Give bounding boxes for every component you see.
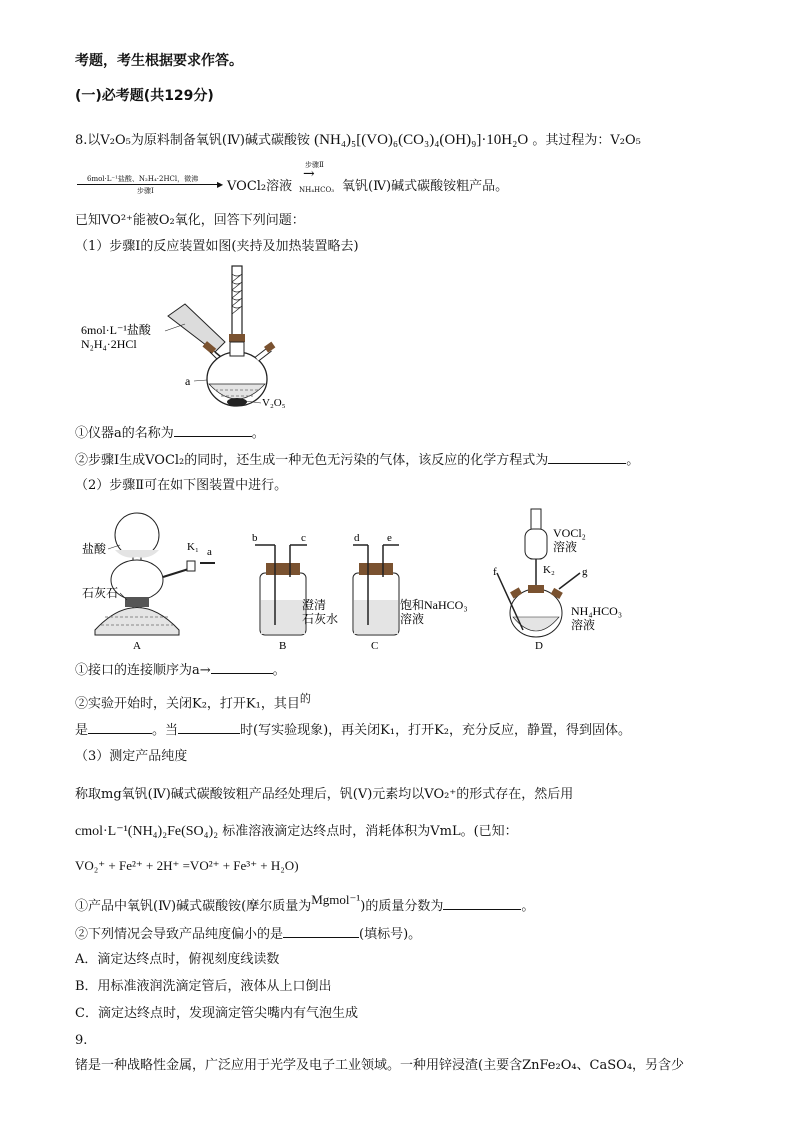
fig1-acid-label: 6mol·L⁻¹盐酸 <box>81 323 151 337</box>
option-B[interactable]: B．用标准液润洗滴定管后，液体从上口倒出 <box>75 979 332 994</box>
part2-q2-text-b: 是 <box>75 723 89 738</box>
fig2-hcl-label: 盐酸 <box>82 542 107 556</box>
step1-label: 步骤Ⅰ <box>137 187 154 195</box>
part2-q2-text-a: ②实验开始时，关闭K₂，打开K₁，其目 <box>75 696 300 712</box>
fig2-a-label: a <box>207 546 212 558</box>
part3-q1-molar: Mgmol⁻¹ <box>311 892 361 907</box>
q8-number: 8. <box>75 133 88 148</box>
part3-q1: ①产品中氧钒(Ⅳ)碱式碳酸铵(摩尔质量为Mgmol⁻¹)的质量分数为 。 <box>75 892 535 914</box>
q8-stem-a: 以V₂O₅为原料制备氧钒(Ⅳ)碱式碳酸铵 <box>87 133 311 148</box>
q8-formula: (NH₄)₅[(VO)₆(CO₃)₄(OH)₉]·10H₂O <box>314 132 529 148</box>
part2-q2-line1 <box>75 690 311 713</box>
answer-blank-7[interactable] <box>283 924 359 938</box>
fig1-v2o5-label: V₂O₅ <box>262 397 286 409</box>
fig2-c-label: c <box>301 532 306 544</box>
part2-q1: ①接口的连接顺序为a→ 。 <box>75 660 286 680</box>
product-text: 氧钒(Ⅳ)碱式碳酸铵粗产品。 <box>342 179 509 194</box>
part3-q1-text-a: ①产品中氧钒(Ⅳ)碱式碳酸铵(摩尔质量为 <box>75 899 312 914</box>
known-text: 已知VO²⁺能被O₂氧化，回答下列问题： <box>75 213 305 228</box>
fig2-D-label: D <box>535 640 543 652</box>
part3-equation: VO₂⁺ + Fe²⁺ + 2H⁺ =VO²⁺ + Fe³⁺ + H₂O) <box>75 858 299 873</box>
part2-q2-line2 <box>75 720 631 740</box>
part2-q2-sup: 的 <box>299 692 311 705</box>
fig2-A-label: A <box>133 640 141 652</box>
fig2-k2-label: K₂ <box>543 564 555 576</box>
fig2-e-label: e <box>387 532 392 544</box>
fig1-reagent-label: N₂H₄·2HCl <box>81 337 137 351</box>
answer-blank-3[interactable] <box>211 660 273 674</box>
fig2-C-label: C <box>371 640 379 652</box>
fig2-limestone-label: 石灰石 <box>82 586 119 600</box>
part1-q2: ②步骤Ⅰ生成VOCl₂的同时，还生成一种无色无污染的气体，该反应的化学方程式为 。 <box>75 450 639 470</box>
intermediate: VOCl₂溶液 <box>227 179 293 194</box>
fig2-vocl2-label: VOCl₂ 溶液 <box>553 526 586 554</box>
part1-q1: ①仪器a的名称为 。 <box>75 423 265 443</box>
fig2-d-label: d <box>354 532 360 544</box>
section-title: (一)必考题(共129分) <box>75 88 214 104</box>
part1-q2-text: ②步骤Ⅰ生成VOCl₂的同时，还生成一种无色无污染的气体，该反应的化学方程式为 <box>75 453 549 468</box>
apparatus-B <box>252 532 338 652</box>
part3-q1-text-b: )的质量分数为 <box>360 899 444 914</box>
apparatus-C <box>353 532 468 652</box>
fig2-g-label: g <box>582 566 588 578</box>
part2-q2-text-c: 。当 <box>152 723 179 738</box>
q8-stem-b: 。其过程为：V₂O₅ <box>532 133 641 148</box>
step2-reagent: NH₄HCO₃ <box>299 186 335 194</box>
part3-text2-body: 标准溶液滴定达终点时，消耗体积为VmL。(已知： <box>222 824 518 839</box>
step1-reagents: 6mol·L⁻¹盐酸、N₂H₄·2HCl，微沸 <box>87 175 199 183</box>
answer-blank-4[interactable] <box>88 720 152 734</box>
option-C[interactable]: C．滴定达终点时，发现滴定管尖嘴内有气泡生成 <box>75 1006 358 1021</box>
intro-text: 考题，考生根据要求作答。 <box>75 53 243 69</box>
part3-q2-tail: (填标号)。 <box>359 927 422 942</box>
part1-title: （1）步骤Ⅰ的反应装置如图(夹持及加热装置略去) <box>75 239 359 254</box>
fig2-nh4hco3-label: NH₄HCO₃ 溶液 <box>571 604 623 632</box>
step2-label: 步骤Ⅱ <box>305 161 324 169</box>
q8-stem <box>75 131 641 150</box>
part3-formula: cmol·L⁻¹(NH₄)₂Fe(SO₄)₂ <box>75 824 219 839</box>
figure-1-apparatus <box>75 264 305 414</box>
part1-q1-text: ①仪器a的名称为 <box>75 426 174 441</box>
fig2-limewater-label: 澄清石灰水 <box>302 598 339 626</box>
option-A[interactable]: A．滴定达终点时，俯视刻度线读数 <box>75 952 280 967</box>
answer-blank-6[interactable] <box>443 896 521 910</box>
q9-stem: 锗是一种战略性金属，广泛应用于光学及电子工业领域。一种用锌浸渣(主要含ZnFe₂O₄、CaSO₄，另含少 <box>75 1058 685 1073</box>
fig2-f-label: f <box>493 566 497 578</box>
part2-q2-text-d: 时(写实验现象)，再关闭K₁，打开K₂，充分反应，静置，得到固体。 <box>240 723 632 738</box>
fig2-k1-label: K₁ <box>187 541 199 553</box>
apparatus-A <box>82 513 215 652</box>
fig2-b-label: b <box>252 532 258 544</box>
step2-arrow: → <box>303 166 315 182</box>
part3-q2-text: ②下列情况会导致产品纯度偏小的是 <box>75 927 284 942</box>
q9-number: 9. <box>75 1033 88 1048</box>
answer-blank-5[interactable] <box>178 720 240 734</box>
part3-text2 <box>75 823 518 841</box>
part2-title: （2）步骤Ⅱ可在如下图装置中进行。 <box>75 478 288 493</box>
part3-text1: 称取mg氧钒(Ⅳ)碱式碳酸铵粗产品经处理后，钒(Ⅴ)元素均以VO₂⁺的形式存在，然后用 <box>75 787 574 802</box>
arrow-head-1: ▶ <box>217 180 224 189</box>
step1-arrow <box>77 184 221 185</box>
figure-2-apparatus <box>75 505 635 655</box>
answer-blank-1[interactable] <box>174 423 252 437</box>
part3-title: （3）测定产品纯度 <box>75 749 188 764</box>
answer-blank-2[interactable] <box>548 450 626 464</box>
apparatus-D <box>493 509 622 652</box>
fig2-nahco3-label: 饱和NaHCO₃ 溶液 <box>400 598 468 626</box>
fig2-B-label: B <box>279 640 287 652</box>
part2-q1-text: ①接口的连接顺序为a→ <box>75 663 211 678</box>
process-scheme <box>75 160 715 200</box>
fig1-a-label: a <box>185 374 191 388</box>
part3-q2 <box>75 924 421 944</box>
